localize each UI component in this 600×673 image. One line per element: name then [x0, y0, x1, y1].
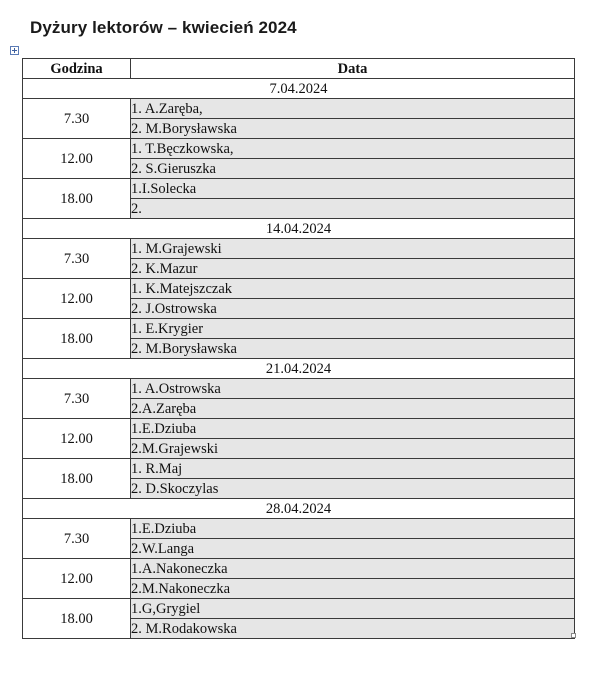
date-row [23, 79, 575, 99]
lector-name-cell: 1.G,Grygiel [131, 599, 575, 619]
table-row [23, 459, 575, 479]
date-row [23, 219, 575, 239]
lector-name-cell: 1. E.Krygier [131, 319, 575, 339]
lector-name-cell: 2.A.Zaręba [131, 399, 575, 419]
table-row [23, 599, 575, 619]
lector-name-cell: 1. M.Grajewski [131, 239, 575, 259]
header-row [23, 59, 575, 79]
date-row [23, 359, 575, 379]
hour-cell: 7.30 [23, 239, 131, 279]
lector-name-cell: 1. A.Zaręba, [131, 99, 575, 119]
hour-cell: 7.30 [23, 519, 131, 559]
lector-name-cell: 2. D.Skoczylas [131, 479, 575, 499]
lector-name-cell: 2. M.Borysławska [131, 119, 575, 139]
table-row [23, 139, 575, 159]
schedule-body [23, 79, 575, 639]
table-move-handle-icon[interactable] [10, 46, 19, 55]
lector-name-cell: 1.E.Dziuba [131, 419, 575, 439]
hour-cell: 12.00 [23, 559, 131, 599]
hour-cell: 7.30 [23, 379, 131, 419]
hour-cell: 12.00 [23, 139, 131, 179]
lector-name-cell: 2.M.Grajewski [131, 439, 575, 459]
hour-cell: 18.00 [23, 599, 131, 639]
lector-name-cell: 2. J.Ostrowska [131, 299, 575, 319]
lector-name-cell: 1.E.Dziuba [131, 519, 575, 539]
header-date: Data [131, 59, 575, 79]
schedule-table [22, 58, 575, 639]
hour-cell: 18.00 [23, 319, 131, 359]
lector-name-cell: 1. A.Ostrowska [131, 379, 575, 399]
lector-name-cell: 1. K.Matejszczak [131, 279, 575, 299]
lector-name-cell: 1.I.Solecka [131, 179, 575, 199]
hour-cell: 18.00 [23, 459, 131, 499]
date-cell: 28.04.2024 [23, 499, 575, 519]
hour-cell: 18.00 [23, 179, 131, 219]
document-title: Dyżury lektorów – kwiecień 2024 [30, 18, 297, 37]
table-row [23, 319, 575, 339]
lector-name-cell: 1. T.Bęczkowska, [131, 139, 575, 159]
date-cell: 14.04.2024 [23, 219, 575, 239]
hour-cell: 12.00 [23, 279, 131, 319]
lector-name-cell: 2.W.Langa [131, 539, 575, 559]
table-row [23, 559, 575, 579]
lector-name-cell: 2. S.Gieruszka [131, 159, 575, 179]
table-row [23, 519, 575, 539]
header-hour: Godzina [23, 59, 131, 79]
lector-name-cell: 1.A.Nakoneczka [131, 559, 575, 579]
table-row [23, 419, 575, 439]
table-row [23, 379, 575, 399]
table-row [23, 279, 575, 299]
table-row [23, 179, 575, 199]
lector-name-cell: 2.M.Nakoneczka [131, 579, 575, 599]
date-row [23, 499, 575, 519]
date-cell: 21.04.2024 [23, 359, 575, 379]
table-resize-handle[interactable] [571, 633, 576, 638]
lector-name-cell: 2. [131, 199, 575, 219]
lector-name-cell: 2. K.Mazur [131, 259, 575, 279]
hour-cell: 7.30 [23, 99, 131, 139]
lector-name-cell: 2. M.Rodakowska [131, 619, 575, 639]
date-cell: 7.04.2024 [23, 79, 575, 99]
table-row [23, 99, 575, 119]
hour-cell: 12.00 [23, 419, 131, 459]
lector-name-cell: 1. R.Maj [131, 459, 575, 479]
table-row [23, 239, 575, 259]
lector-name-cell: 2. M.Borysławska [131, 339, 575, 359]
